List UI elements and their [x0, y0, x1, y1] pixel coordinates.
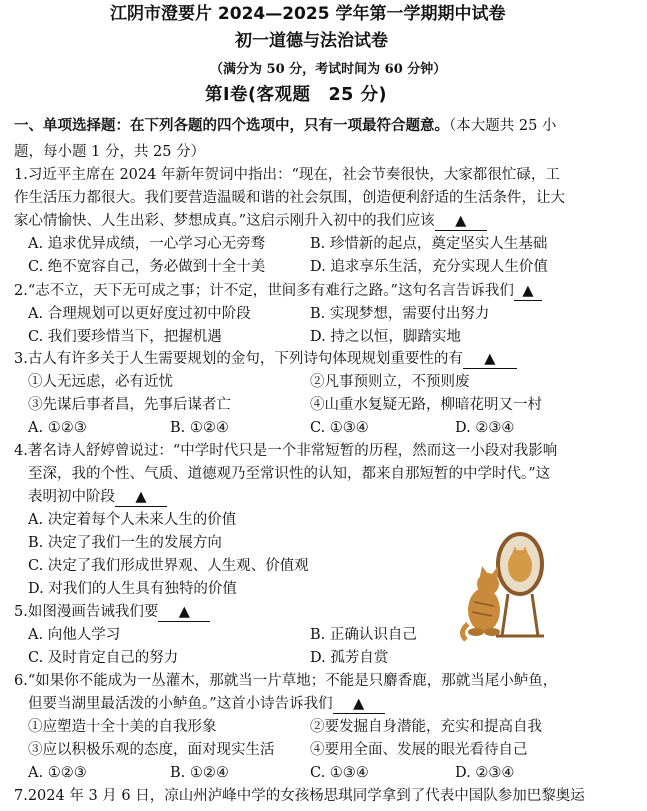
- q2-option-a: A. 合理规划可以更好度过初中阶段: [28, 306, 251, 322]
- answer-blank: ▲: [514, 283, 542, 301]
- q1-option-a: A. 追求优异成绩，一心学习心无旁骛: [28, 236, 266, 252]
- volume-heading: 第Ⅰ卷(客观题 25 分): [205, 85, 387, 105]
- section-heading-tail: （本大题共 25 小: [449, 118, 557, 134]
- q1-option-b: B. 珍惜新的起点，奠定坚实人生基础: [310, 236, 548, 252]
- q6-statement-1: ①应塑造十全十美的自我形象: [28, 719, 217, 735]
- q1-line3: [14, 211, 487, 231]
- q3-option-d: D. ②③④: [455, 420, 515, 436]
- q1-line2: 作生活压力都很大。我们要营造温暖和谐的社会氛围，创造便利舒适的生活条件，让大: [14, 190, 565, 206]
- q3-statement-4: ④山重水复疑无路，柳暗花明又一村: [310, 397, 542, 413]
- q2-option-b: B. 实现梦想，需要付出努力: [310, 306, 490, 322]
- q2-option-c: C. 我们要珍惜当下，把握机遇: [28, 329, 222, 345]
- q3-option-a: A. ①②③: [28, 420, 87, 436]
- q1-option-d: D. 追求享乐生活，充分实现人生价值: [310, 259, 548, 275]
- mirror-icon: [496, 534, 544, 636]
- q4-option-b: B. 决定了我们一生的发展方向: [28, 535, 222, 551]
- cat-icon: [462, 566, 500, 640]
- q4-option-d: D. 对我们的人生具有独特的价值: [28, 581, 237, 597]
- q4-line1: 4.著名诗人舒婷曾说过：“中学时代只是一个非常短暂的历程，然而这一小段对我影响: [14, 443, 558, 459]
- exam-note: （满分为 50 分，考试时间为 60 分钟）: [210, 62, 447, 77]
- cat-mirror-cartoon: [458, 528, 550, 644]
- q4-option-c: C. 决定了我们形成世界观、人生观、价值观: [28, 558, 309, 574]
- q5-option-a: A. 向他人学习: [28, 627, 121, 643]
- q4-line3: [28, 487, 167, 507]
- q5-line1-text: 5.如图漫画告诫我们要: [14, 604, 159, 620]
- q4-line3-text: 表明初中阶段: [28, 489, 115, 505]
- q6-option-a: A. ①②③: [28, 765, 87, 781]
- q4-option-a: A. 决定着每个人未来人生的价值: [28, 512, 237, 528]
- q3-statement-1: ①人无远虑，必有近忧: [28, 374, 173, 390]
- answer-blank: ▲: [463, 351, 517, 369]
- q1-line3-text: 家心情愉快、人生出彩、梦想成真。”这启示刚升入初中的我们应该: [14, 213, 435, 229]
- exam-subtitle: 初一道德与法治试卷: [235, 31, 388, 51]
- q1-line1: 1.习近平主席在 2024 年新年贺词中指出：“现在，社会节奏很快，大家都很忙碌，工: [14, 167, 560, 183]
- q6-statement-3: ③应以积极乐观的态度，面对现实生活: [28, 742, 275, 758]
- section-heading-line2: 题，每小题 1 分，共 25 分）: [14, 144, 206, 160]
- q6-statement-2: ②要发掘自身潜能，充实和提高自我: [310, 719, 542, 735]
- answer-blank: ▲: [158, 604, 210, 622]
- q3-line1: [14, 349, 517, 369]
- q2-line1-text: 2.“志不立，天下无可成之事；计不定，世间多有难行之路。”这句名言告诉我们: [14, 283, 514, 299]
- q1-option-c: C. 绝不宽容自己，务必做到十全十美: [28, 259, 266, 275]
- q5-option-b: B. 正确认识自己: [310, 627, 417, 643]
- q5-option-d: D. 孤芳自赏: [310, 650, 389, 666]
- q7-line1: 7.2024 年 3 月 6 日，凉山州泸峰中学的女孩杨思琪同学拿到了代表中国队参加巴黎奥运: [14, 788, 585, 804]
- q3-line1-text: 3.古人有许多关于人生需要规划的金句，下列诗句体现规划重要性的有: [14, 351, 463, 367]
- q6-statement-4: ④要用全面、发展的眼光看待自己: [310, 742, 528, 758]
- q6-line2: [28, 694, 385, 714]
- q5-line1: [14, 602, 210, 622]
- q2-option-d: D. 持之以恒，脚踏实地: [310, 329, 461, 345]
- section-heading-text: 一、单项选择题：在下列各题的四个选项中，只有一项最符合题意。: [14, 117, 449, 134]
- q5-option-c: C. 及时肯定自己的努力: [28, 650, 179, 666]
- exam-title: 江阴市澄要片 2024—2025 学年第一学期期中试卷: [110, 4, 506, 24]
- answer-blank: ▲: [115, 489, 167, 507]
- section-heading: [14, 116, 556, 136]
- q3-statement-2: ②凡事预则立，不预则废: [310, 374, 470, 390]
- answer-blank: ▲: [435, 213, 487, 231]
- q6-line1: 6.“如果你不能成为一丛灌木，那就当一片草地；不能是只麝香鹿，那就当尾小鲈鱼，: [14, 673, 558, 689]
- q6-option-d: D. ②③④: [455, 765, 515, 781]
- q6-option-b: B. ①②④: [170, 765, 229, 781]
- q3-option-b: B. ①②④: [170, 420, 229, 436]
- q4-line2: 至深，我的个性、气质、道德观乃至常识性的认知，都来自那短暂的中学时代。”这: [28, 466, 551, 482]
- q2-line1: [14, 281, 542, 301]
- q3-option-c: C. ①③④: [310, 420, 369, 436]
- q6-line2-text: 但要当湖里最活泼的小鲈鱼。”这首小诗告诉我们: [28, 696, 333, 712]
- q3-statement-3: ③先谋后事者昌，先事后谋者亡: [28, 397, 231, 413]
- answer-blank: ▲: [333, 696, 385, 714]
- q6-option-c: C. ①③④: [310, 765, 369, 781]
